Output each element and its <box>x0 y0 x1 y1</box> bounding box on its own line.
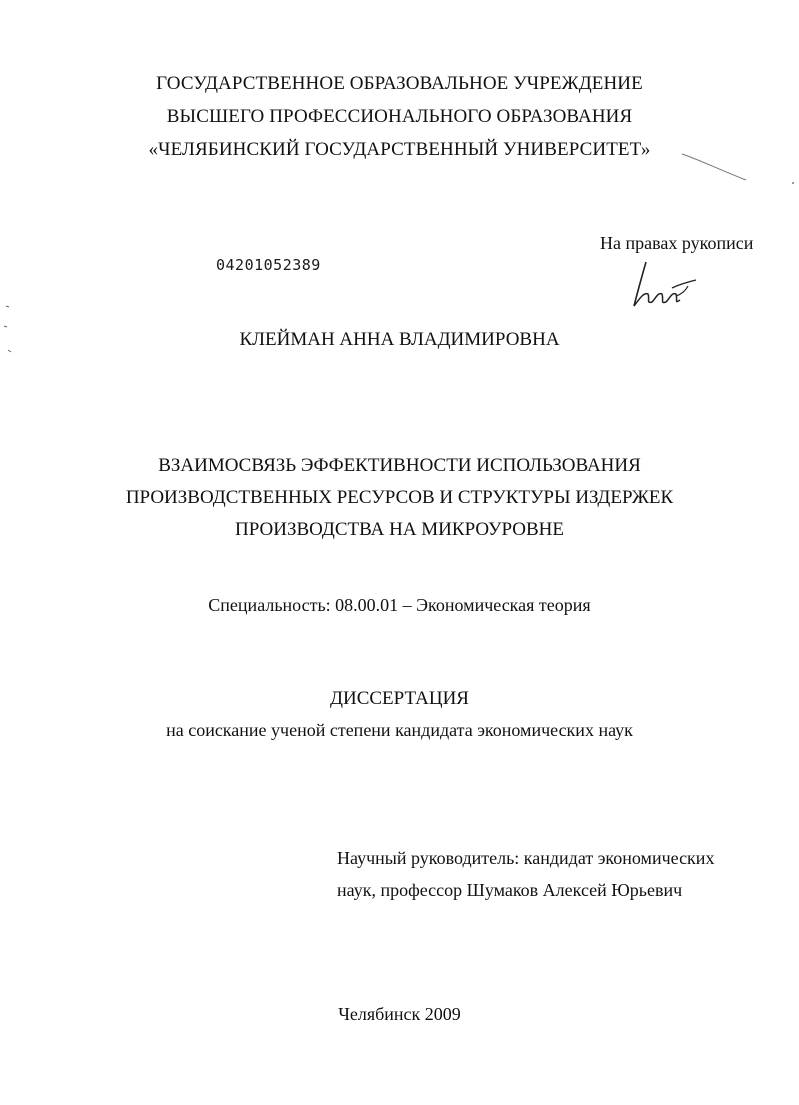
rights-note: На правах рукописи <box>600 233 754 253</box>
handwritten-signature-icon <box>628 258 698 310</box>
title-line-3: ПРОИЗВОДСТВА НА МИКРОУРОВНЕ <box>234 519 565 540</box>
author-name: КЛЕЙМАН АННА ВЛАДИМИРОВНА <box>239 329 560 350</box>
institution-line-1: ГОСУДАРСТВЕННОЕ ОБРАЗОВАЛЬНОЕ УЧРЕЖДЕНИЕ <box>156 73 643 94</box>
right-edge-scan-dot <box>790 180 796 186</box>
supervisor-line-2: наук, профессор Шумаков Алексей Юрьевич <box>337 880 683 900</box>
title-line-2: ПРОИЗВОДСТВЕННЫХ РЕСУРСОВ И СТРУКТУРЫ ИЗДЕРЖЕК <box>125 487 674 508</box>
institution-line-2: ВЫСШЕГО ПРОФЕССИОНАЛЬНОГО ОБРАЗОВАНИЯ <box>166 106 633 127</box>
title-line-1: ВЗАИМОСВЯЗЬ ЭФФЕКТИВНОСТИ ИСПОЛЬЗОВАНИЯ <box>158 455 641 476</box>
supervisor-line-1: Научный руководитель: кандидат экономических <box>337 848 715 868</box>
institution-line-3: «ЧЕЛЯБИНСКИЙ ГОСУДАРСТВЕННЫЙ УНИВЕРСИТЕТ» <box>148 139 651 160</box>
archive-number: 04201052389 <box>216 256 321 274</box>
document-type: ДИССЕРТАЦИЯ <box>330 688 469 709</box>
specialty: Специальность: 08.00.01 – Экономическая теория <box>208 595 591 615</box>
place-year: Челябинск 2009 <box>338 1004 461 1024</box>
degree-statement: на соискание ученой степени кандидата экономических наук <box>166 720 633 740</box>
